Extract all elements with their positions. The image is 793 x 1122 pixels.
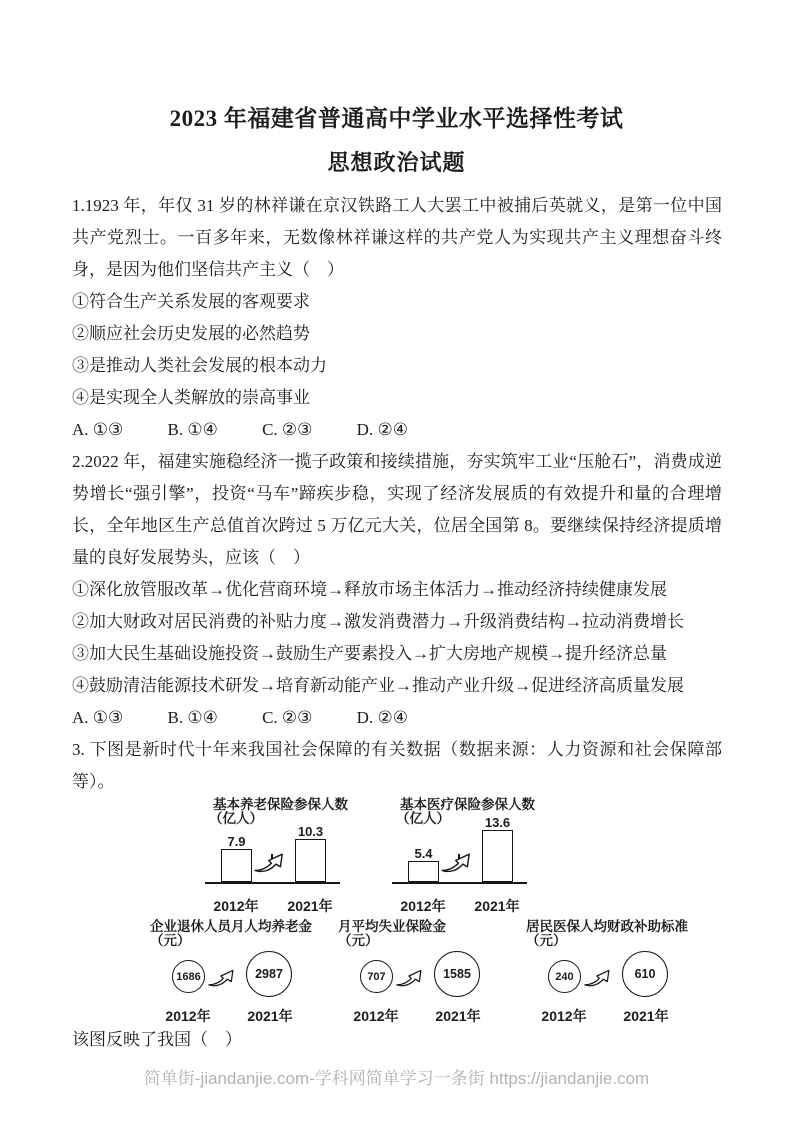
bar-charts-row (205, 797, 535, 914)
q2-choice-b: B. ①④ (167, 708, 218, 727)
value-circle-2021 (622, 951, 668, 997)
value-circle-2021 (434, 951, 480, 997)
year-label-2012: 2012年 (213, 898, 259, 914)
circle-value: 240 (555, 970, 574, 983)
q1-choice-d: D. ②④ (356, 420, 408, 439)
bar-value-label: 5.4 (414, 846, 433, 862)
chart-unit: （元） (526, 933, 567, 948)
year-label-2012: 2012年 (165, 1008, 211, 1024)
growth-arrow-icon (206, 964, 239, 988)
q2-option-3: ③加大民生基础设施投资→鼓励生产要素投入→扩大房地产规模→提升经济总量 (72, 644, 667, 663)
circle-value: 610 (634, 967, 656, 981)
q2-option-4: ④鼓励清洁能源技术研发→培育新动能产业→推动产业升级→促进经济高质量发展 (72, 676, 684, 695)
q3-trailing-text: 该图反映了我国（ ） (72, 1030, 242, 1049)
unemployment-benefit-circle-chart (338, 919, 510, 1024)
chart-title: 月平均失业保险金 (338, 919, 446, 934)
circle-value: 1585 (443, 967, 471, 981)
question-2 (72, 446, 722, 734)
value-circle-2012 (360, 960, 393, 993)
chart-title: 居民医保人均财政补助标准 (526, 919, 688, 934)
year-label-2012: 2012年 (541, 1008, 587, 1024)
page-title: 2023 年福建省普通高中学业水平选择性考试 (169, 106, 624, 131)
retiree-pension-circle-chart (150, 919, 322, 1024)
medical-insurance-bar-chart (392, 797, 535, 914)
question-3 (72, 734, 722, 1056)
q2-choice-a: A. ①③ (72, 708, 124, 727)
year-label-2012: 2012年 (353, 1008, 399, 1024)
bar-value-label: 7.9 (227, 833, 246, 849)
q2-option-2: ②加大财政对居民消费的补贴力度→激发消费潜力→升级消费结构→拉动消费增长 (72, 612, 684, 631)
q1-choice-b: B. ①④ (167, 420, 218, 439)
circle-charts-row (150, 919, 698, 1024)
year-label-2021: 2021年 (623, 1008, 669, 1024)
q3-stem: 3. 下图是新时代十年来我国社会保障的有关数据（数据来源：人力资源和社会保障部等）。 (72, 740, 722, 791)
q1-choice-c: C. ②③ (262, 420, 313, 439)
chart-unit: （元） (150, 933, 191, 948)
growth-arrow-icon (394, 964, 427, 988)
q1-choice-a: A. ①③ (72, 420, 124, 439)
q1-answer-choices (72, 414, 722, 446)
year-label-2012: 2012年 (400, 898, 446, 914)
q2-option-1: ①深化放管服改革→优化营商环境→释放市场主体活力→推动经济持续健康发展 (72, 580, 667, 599)
circle-value: 2987 (255, 967, 283, 981)
page-subtitle: 思想政治试题 (327, 150, 466, 175)
pension-insurance-bar-chart (205, 797, 348, 914)
q1-option-1: ①符合生产关系发展的客观要求 (72, 292, 310, 311)
value-circle-2012 (172, 960, 205, 993)
growth-arrow-icon (252, 847, 289, 874)
q2-stem: 2.2022 年，福建实施稳经济一揽子政策和接续措施，夯实筑牢工业“压舱石”，消费成逆势增长“强引擎”，投资“马车”蹄疾步稳，实现了经济发展质的有效提升和量的合理增长，全年地区生产总值首次跨过 5 万亿元大关，位居全国第 8。要继续保持经济提质增量的良好发展势头，应该（ ） (72, 452, 722, 567)
chart-unit: （亿人） (209, 811, 263, 826)
chart-title: 基本医疗保险参保人数 (400, 797, 535, 812)
q2-choice-d: D. ②④ (356, 708, 408, 727)
chart-unit: （元） (338, 933, 379, 948)
q1-option-4: ④是实现全人类解放的崇高事业 (72, 388, 310, 407)
value-circle-2021 (246, 951, 292, 997)
circle-value: 1686 (176, 970, 201, 983)
bar-2021 (295, 823, 326, 882)
axis-tick (271, 854, 273, 859)
bar-2012 (221, 833, 252, 882)
chart-title: 企业退休人员月人均养老金 (150, 919, 312, 934)
question-1 (72, 190, 722, 446)
document-header (0, 100, 793, 177)
year-label-2021: 2021年 (287, 898, 333, 914)
chart-title: 基本养老保险参保人数 (213, 797, 348, 812)
q1-stem: 1.1923 年，年仅 31 岁的林祥谦在京汉铁路工人大罢工中被捕后英就义，是第一位中国共产党烈士。一百多年来，无数像林祥谦这样的共产党人为实现共产主义理想奋斗终身，是因为他们坚信共产主义（ ） (72, 196, 722, 279)
value-circle-2012 (548, 960, 581, 993)
exam-body (72, 190, 722, 1056)
bar-2021 (482, 815, 513, 882)
growth-arrow-icon (439, 847, 476, 874)
q1-option-3: ③是推动人类社会发展的根本动力 (72, 356, 327, 375)
year-label-2021: 2021年 (474, 898, 520, 914)
bar-2012 (408, 846, 439, 882)
medical-subsidy-circle-chart (526, 919, 698, 1024)
q2-choice-c: C. ②③ (262, 708, 313, 727)
circle-value: 707 (367, 970, 386, 983)
q1-option-2: ②顺应社会历史发展的必然趋势 (72, 324, 310, 343)
bar-value-label: 13.6 (484, 815, 511, 831)
footer-watermark: 简单街-jiandanjie.com-学科网简单学习一条街 https://jiandanjie.com (143, 1069, 650, 1088)
year-label-2021: 2021年 (247, 1008, 293, 1024)
chart-unit: （亿人） (396, 811, 450, 826)
bar-value-label: 10.3 (297, 823, 324, 839)
growth-arrow-icon (582, 964, 615, 988)
social-security-charts-figure (72, 797, 722, 1024)
axis-tick (458, 854, 460, 859)
year-label-2021: 2021年 (435, 1008, 481, 1024)
q2-answer-choices (72, 702, 722, 734)
